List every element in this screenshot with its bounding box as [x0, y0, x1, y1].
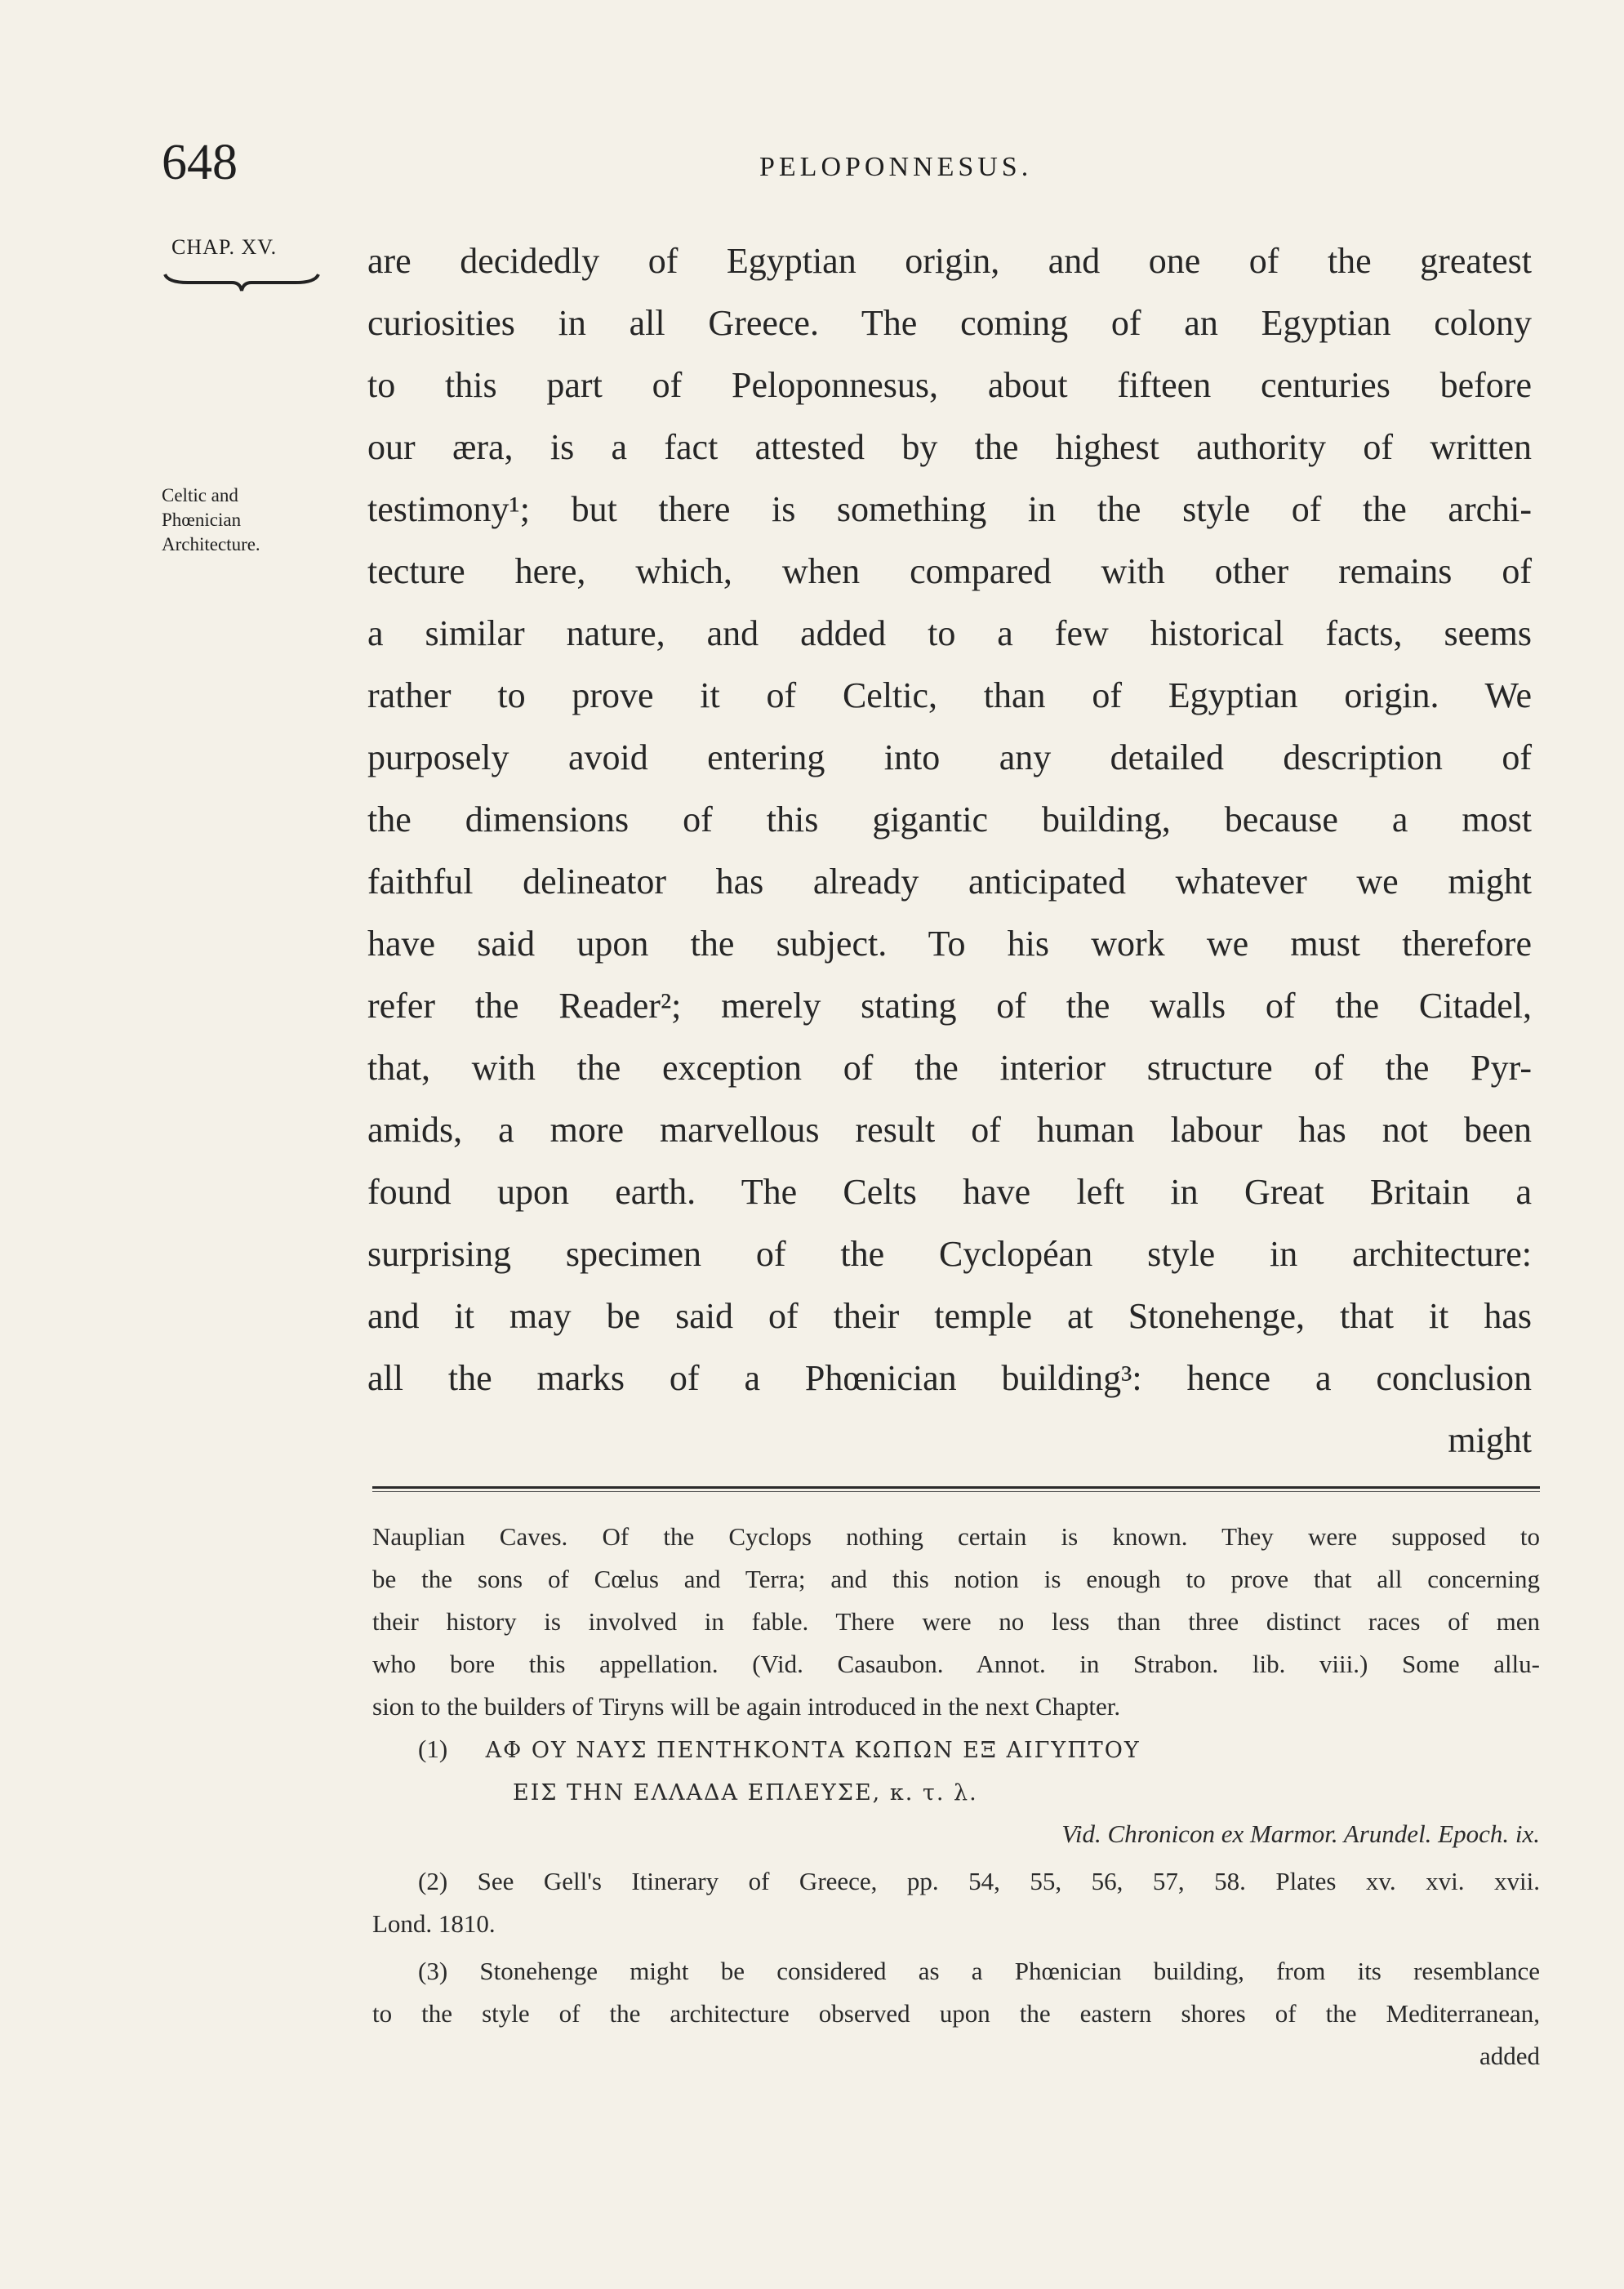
body-text — [367, 230, 1532, 1472]
body-line: tecture here, which, when compared with other remains of — [367, 551, 1532, 591]
side-note-line: Celtic and — [162, 485, 238, 505]
body-line: our æra, is a fact attested by the highest authority of written — [367, 427, 1532, 467]
page-number: 648 — [162, 135, 238, 190]
footnote-line: their history is involved in fable. There were no less than three distinct races of men — [372, 1607, 1540, 1636]
running-title: PELOPONNESUS. — [759, 152, 1033, 182]
body-line: to this part of Peloponnesus, about fifteen centuries before — [367, 365, 1532, 405]
side-note — [162, 483, 333, 557]
footnote-catchword: added — [1479, 2042, 1540, 2070]
footnote-rule-thin — [372, 1491, 1540, 1492]
body-line: found upon earth. The Celts have left in Great Britain a — [367, 1172, 1532, 1212]
body-line: surprising specimen of the Cyclopéan style in architecture: — [367, 1234, 1532, 1274]
side-note-line: Phœnician — [162, 510, 242, 530]
body-line: all the marks of a Phœnician building³: hence a conclusion — [367, 1358, 1532, 1398]
footnote-1-greek — [372, 1728, 1540, 1770]
body-line: curiosities in all Greece. The coming of an Egyptian colony — [367, 303, 1532, 343]
footnote-line: Nauplian Caves. Of the Cyclops nothing certain is known. They were supposed to — [372, 1522, 1540, 1551]
body-line: testimony¹; but there is something in the style of the archi- — [367, 489, 1532, 529]
body-line: the dimensions of this gigantic building, because a most — [367, 799, 1532, 839]
body-line: are decidedly of Egyptian origin, and one of the greatest — [367, 241, 1532, 281]
footnote-line: who bore this appellation. (Vid. Casaubon. Annot. in Strabon. lib. viii.) Some allu- — [372, 1650, 1540, 1678]
catchword: might — [1448, 1420, 1532, 1460]
body-line: and it may be said of their temple at Stonehenge, that it has — [367, 1296, 1532, 1336]
body-line: faithful delineator has already anticipated whatever we might — [367, 862, 1532, 902]
body-line: refer the Reader²; merely stating of the walls of the Citadel, — [367, 986, 1532, 1026]
footnote-rule — [372, 1486, 1540, 1489]
body-line: rather to prove it of Celtic, than of Egyptian origin. We — [367, 675, 1532, 715]
footnote-1-greek-line1: ΑΦ ΟΥ ΝΑΥΣ ΠΕΝΤΗΚΟΝΤΑ ΚΩΠΩΝ ΕΞ ΑΙΓΥΠΤΟΥ — [485, 1738, 1141, 1763]
side-note-line: Architecture. — [162, 534, 260, 554]
footnote-line: be the sons of Cœlus and Terra; and this notion is enough to prove that all concerning — [372, 1565, 1540, 1593]
footnote-3-line: to the style of the architecture observed upon the eastern shores of the Mediterranean, — [372, 1999, 1540, 2028]
chapter-label: CHAP. XV. — [171, 235, 278, 259]
footnote-1-greek-cont — [372, 1770, 1540, 1813]
footnotes — [372, 1516, 1540, 2077]
footnote-line: sion to the builders of Tiryns will be again introduced in the next Chapter. — [372, 1692, 1121, 1721]
body-line: amids, a more marvellous result of human labour has not been — [367, 1110, 1532, 1150]
footnote-3-line: (3) Stonehenge might be considered as a Phœnician building, from its resemblance — [418, 1957, 1540, 1985]
body-line: have said upon the subject. To his work we must therefore — [367, 924, 1532, 964]
body-line: a similar nature, and added to a few historical facts, seems — [367, 613, 1532, 653]
footnote-2-line: (2) See Gell's Itinerary of Greece, pp. 54, 55, 56, 57, 58. Plates xv. xvi. xvii. — [418, 1867, 1540, 1895]
footnote-1-citation: Vid. Chronicon ex Marmor. Arundel. Epoch. ix. — [1061, 1819, 1540, 1848]
footnote-2-line: Lond. 1810. — [372, 1909, 496, 1938]
chapter-brace — [163, 269, 320, 294]
footnote-1-greek-line2: ΕΙΣ ΤΗΝ ΕΛΛΑΔΑ ΕΠΛΕΥΣΕ, κ. τ. λ. — [513, 1780, 978, 1806]
footnote-1-marker: (1) — [418, 1735, 448, 1763]
body-line: that, with the exception of the interior structure of the Pyr- — [367, 1048, 1532, 1088]
body-line: purposely avoid entering into any detailed description of — [367, 737, 1532, 777]
